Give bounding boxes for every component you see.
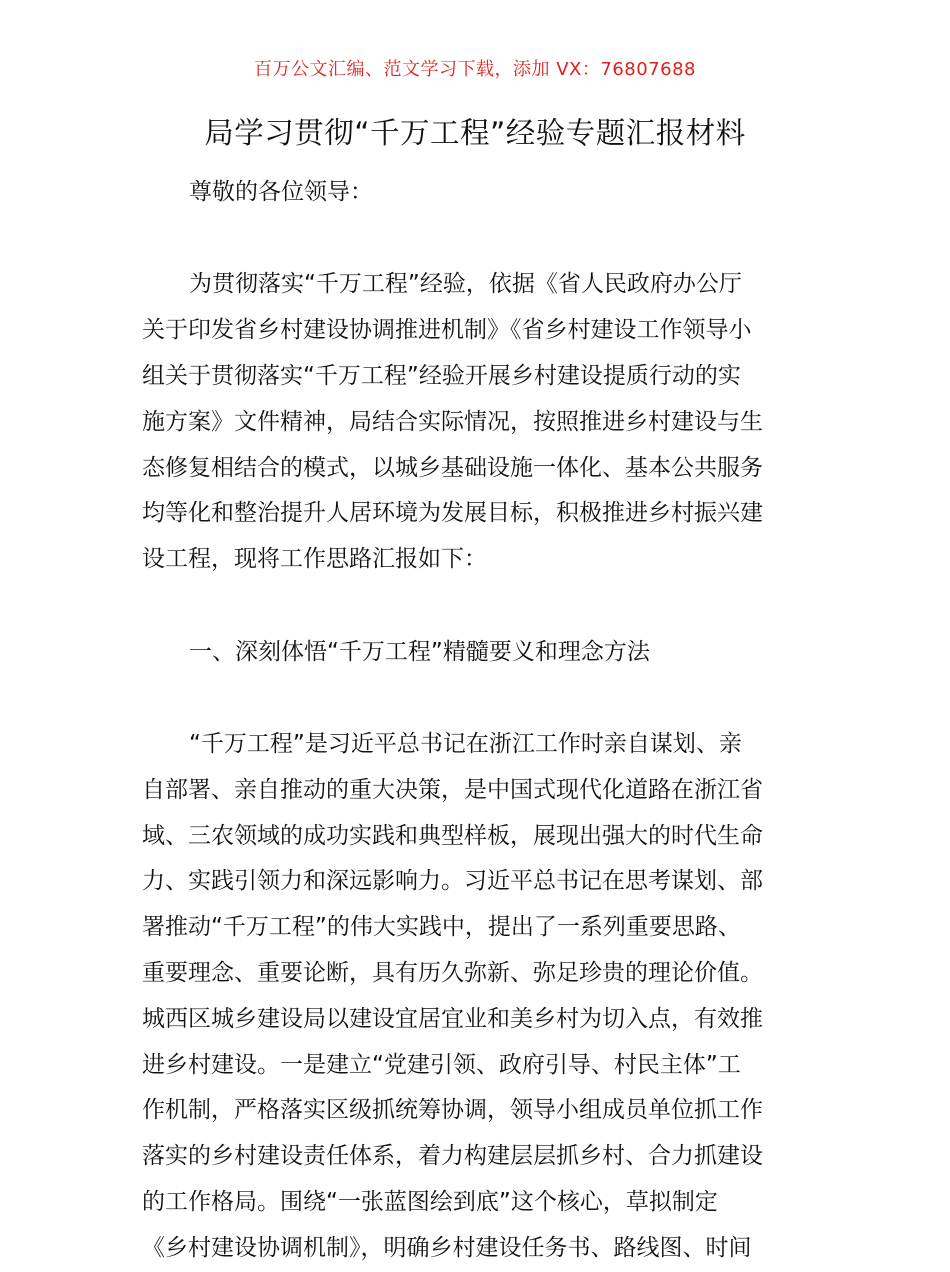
- paragraph-line: 作机制，严格落实区级抓统筹协调，领导小组成员单位抓工作: [142, 1097, 763, 1124]
- paragraph-line: 设工程，现将工作思路汇报如下：: [142, 546, 487, 573]
- paragraph-line: 《乡村建设协调机制》，明确乡村建设任务书、路线图、时间: [142, 1234, 752, 1261]
- paragraph-line: 自部署、亲自推动的重大决策，是中国式现代化道路在浙江省: [142, 776, 763, 803]
- paragraph-spacer: [142, 583, 812, 630]
- paragraph-line: 署推动“千万工程”的伟大实践中，提出了一系列重要思路、: [142, 914, 741, 941]
- paragraph-line: 的工作格局。围绕“一张蓝图绘到底”这个核心，草拟制定: [142, 1188, 718, 1215]
- paragraph-line: 关于印发省乡村建设协调推进机制》《省乡村建设工作领导小: [142, 317, 752, 344]
- paragraph-line: 落实的乡村建设责任体系，着力构建层层抓乡村、合力抓建设: [142, 1143, 763, 1170]
- paragraph-line: 重要理念、重要论断，具有历久弥新、弥足珍贵的理论价值。: [142, 959, 763, 986]
- section-heading: 一、深刻体悟“千万工程”精髓要义和理念方法: [189, 638, 650, 665]
- document-title: 局学习贯彻“千万工程”经验专题汇报材料: [204, 116, 746, 150]
- paragraph-1: [142, 262, 812, 583]
- paragraph-line: 进乡村建设。一是建立“党建引领、政府引导、村民主体”工: [142, 1051, 741, 1078]
- salutation: 尊敬的各位领导：: [189, 179, 373, 205]
- paragraph-2: [142, 722, 812, 1272]
- paragraph-line: 均等化和整治提升人居环境为发展目标，积极推进乡村振兴建: [142, 500, 763, 527]
- paragraph-line: 施方案》文件精神，局结合实际情况，按照推进乡村建设与生: [142, 408, 763, 435]
- promo-banner: 百万公文汇编、范文学习下载，添加 VX：76807688: [254, 59, 696, 80]
- paragraph-line: 城西区城乡建设局以建设宜居宜业和美乡村为切入点，有效推: [142, 1005, 763, 1032]
- paragraph-line: 为贯彻落实“千万工程”经验，依据《省人民政府办公厅: [189, 271, 742, 298]
- paragraph-line: 域、三农领域的成功实践和典型样板，展现出强大的时代生命: [142, 822, 763, 849]
- paragraph-line: 力、实践引领力和深远影响力。习近平总书记在思考谋划、部: [142, 868, 763, 895]
- paragraph-line: “千万工程”是习近平总书记在浙江工作时亲自谋划、亲: [189, 730, 742, 757]
- paragraph-spacer: [142, 216, 812, 263]
- paragraph-line: 组关于贯彻落实“千万工程”经验开展乡村建设提质行动的实: [142, 362, 741, 389]
- paragraph-spacer: [142, 675, 812, 722]
- document-body: [142, 170, 812, 1272]
- paragraph-line: 态修复相结合的模式，以城乡基础设施一体化、基本公共服务: [142, 454, 763, 481]
